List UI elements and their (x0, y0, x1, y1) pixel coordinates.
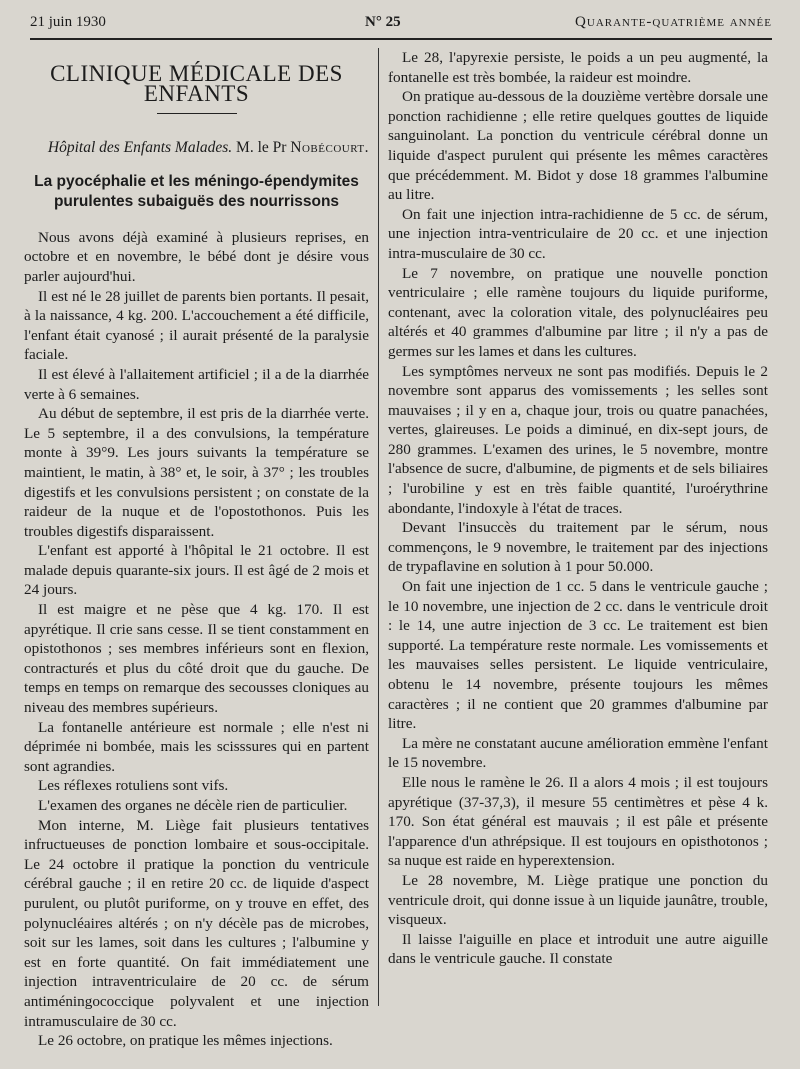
issue-date: 21 juin 1930 (30, 14, 106, 30)
hospital-place: Hôpital des Enfants Malades. (47, 139, 233, 157)
paragraph: Il est maigre et ne pèse que 4 kg. 170. Il est apyrétique. Il crie sans cesse. Il se tient constamment en opistothonos ; ses membres inférieurs sont en flexion, contracturés et plus du côté droit que du gauche. De temps en temps on remarque des secousses cloniques au niveau des membres supérieurs. (24, 601, 369, 717)
paragraph: Les réflexes rotuliens sont vifs. (38, 777, 229, 795)
paragraph: Le 26 octobre, on pratique les mêmes injections. (38, 1032, 333, 1050)
paragraph: On fait une injection de 1 cc. 5 dans le ventricule gauche ; le 10 novembre, une injection de 2 cc. dans le ventricule droit : le 14, une autre injection de 3 cc. Le traitement est bien supporté. La température reste normale. Les vomissements et les mauvaises selles persistent. Le liquide ventriculaire, obtenu le 14 novembre, présente toujours les mêmes caractères ; il ne contient que 20 grammes d'albumine par litre. (388, 578, 768, 733)
paragraph: On fait une injection intra-rachidienne de 5 cc. de sérum, une injection intra-ventriculaire de 20 cc. et une injection intra-musculaire de 30 cc. (388, 205, 768, 262)
section-title: CLINIQUE MÉDICALE DES ENFANTS (50, 61, 343, 106)
paragraph: Le 28 novembre, M. Liège pratique une ponction du ventricule droit, qui donne issue à un liquide jaunâtre, trouble, visqueux. (388, 871, 768, 929)
paragraph: Elle nous le ramène le 26. Il a alors 4 mois ; il est toujours apyrétique (37-37,3), il mesure 55 centimètres et pèse 4 k. 170. Son état général est mauvais ; il est pâle et présente l'apparence d'un athrépsique. Il est toujours en opisthotonos ; sa nuque est raide en hyperextension. (388, 773, 768, 870)
paragraph: Nous avons déjà examiné à plusieurs reprises, en octobre et en novembre, le bébé dont je désire vous parler aujourd'hui. (24, 228, 369, 285)
issue-year: Quarante-quatrième année (575, 14, 772, 30)
paragraph: Il est élevé à l'allaitement artificiel ; il a de la diarrhée verte à 6 semaines. (24, 365, 369, 403)
paragraph: La mère ne constatant aucune amélioration emmène l'enfant le 15 novembre. (388, 734, 768, 772)
issue-number: N° 25 (365, 14, 401, 30)
page-header (30, 10, 772, 40)
paragraph: Au début de septembre, il est pris de la diarrhée verte. Le 5 septembre, il a des convulsions, la température monte à 39°9. Les jours suivants la température se maintient, le matin, à 38° et, le soir, à 37° ; les troubles digestifs et les convulsions persistent ; on constate de la raideur de la nuque et de l'opostothonos. Puis les troubles digestifs disparaissent. (24, 405, 369, 540)
paragraph: Mon interne, M. Liège fait plusieurs tentatives infructueuses de ponction lombaire et sous-occipitale. Le 24 octobre il pratique la ponction du ventricule cérébral gauche ; il en retire 20 cc. de liquide d'aspect purulent, ou plutôt puriforme, on y trouve en effet, des polynucléaires altérés ; on n'y décèle pas de microbes, soit sur les lames, soit dans les cultures ; l'albumine y est en forte quantité. On fait immédiatement une injection intraventriculaire de 20 cc. de sérum antiméningococcique polyvalent et une injection intramusculaire de 30 cc. (24, 816, 369, 1030)
paragraph: Les symptômes nerveux ne sont pas modifiés. Depuis le 2 novembre sont apparus des vomissements ; les selles sont mauvaises ; il y en a, chaque jour, trois ou quatre panachées, vertes, glaireuses. Le poids a diminué, en dix-sept jours, de 280 grammes. L'examen des urines, le 5 novembre, montre l'absence de sucre, d'albumine, de pigments et de sels biliaires ; l'urobiline y est en très faible quantité, l'uroérythrine abondante, l'indoxyle à l'état de traces. (388, 362, 768, 517)
article-title: La pyocéphalie et les méningo-épendymites purulentes subaiguës des nourrissons (34, 172, 359, 210)
column-divider (378, 48, 379, 1006)
paragraph: Le 28, l'apyrexie persiste, le poids a un peu augmenté, la fontanelle est très bombée, la raideur est moindre. (388, 49, 768, 86)
paragraph: Il est né le 28 juillet de parents bien portants. Il pesait, à la naissance, 4 kg. 200. L'accouchement a été difficile, l'enfant était cyanosé ; il aurait présenté de la paralysie faciale. (24, 287, 369, 364)
title-divider (157, 113, 237, 114)
paragraph: Il laisse l'aiguille en place et introduit une autre aiguille dans le ventricule gauche. Il constate (388, 930, 768, 968)
paragraph: L'enfant est apporté à l'hôpital le 21 octobre. Il est malade depuis quarante-six jours. Il est âgé de 2 mois et 24 jours. (24, 542, 369, 599)
paragraph: La fontanelle antérieure est normale ; elle n'est ni déprimée ni bombée, mais les scisssures qui en partent sont agrandies. (24, 718, 369, 775)
paragraph: On pratique au-dessous de la douzième vertèbre dorsale une ponction rachidienne ; elle retire quelques gouttes de liquide sanguinolant. La ponction du ventricule cérébral donne un liquide d'aspect purulent qui présente les mêmes caractères que précédemment. M. Bidot y dose 18 grammes l'albumine au litre. (388, 88, 768, 204)
professor-prefix: M. le Pr (236, 139, 287, 157)
paragraph: Le 7 novembre, on pratique une nouvelle ponction ventriculaire ; elle ramène toujours du liquide puriforme, contenant, avec la coloration vitale, des polynucléaires peu altérés et 40 grammes d'albumine par litre ; il n'y a pas de germes sur les lames et dans les cultures. (388, 264, 768, 360)
right-column (388, 48, 768, 1060)
left-column (24, 48, 369, 1060)
paragraph: L'examen des organes ne décèle rien de particulier. (38, 797, 348, 814)
hospital-line (24, 138, 369, 158)
professor-name: Nobécourt. (290, 139, 369, 157)
paragraph: Devant l'insuccès du traitement par le sérum, nous commençons, le 9 novembre, le traitement par des injections de trypaflavine en solution à 1 pour 50.000. (388, 519, 768, 576)
